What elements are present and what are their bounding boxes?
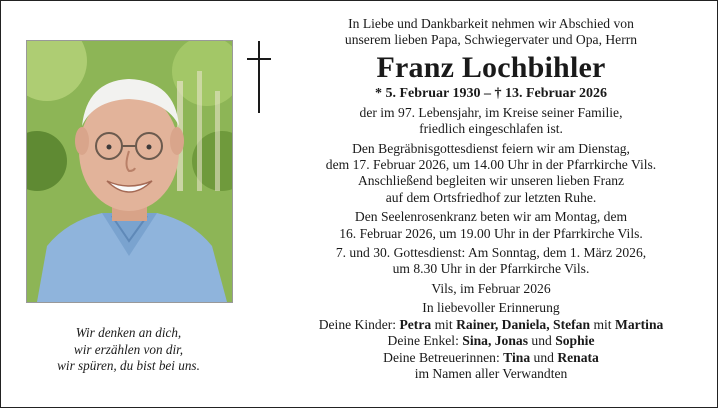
poem-line: wir spüren, du bist bei uns.	[57, 358, 200, 373]
intro-line: unserem lieben Papa, Schwiegervater und Opa, Herrn	[344, 32, 638, 48]
caregiver-name: Tina	[503, 349, 531, 365]
grandchild-name: Sophie	[555, 333, 595, 349]
caregiver-name: Renata	[557, 349, 599, 365]
connector: mit	[590, 316, 615, 332]
funeral-line: auf dem Ortsfriedhof zur letzten Ruhe.	[385, 189, 597, 205]
grandchildren-line	[291, 333, 691, 349]
connector: und	[530, 349, 558, 365]
caregivers-prefix: Deine Betreuerinnen:	[383, 349, 504, 365]
deceased-name: Franz Lochbihler	[376, 50, 606, 84]
poem-line: Wir denken an dich,	[75, 325, 182, 340]
cross-icon	[247, 41, 271, 113]
child-name: Petra	[399, 316, 432, 332]
funeral-line: dem 17. Februar 2026, um 14.00 Uhr in der Pfarrkirche Vils.	[325, 157, 657, 173]
place-date: Vils, im Februar 2026	[431, 280, 551, 296]
memory-line: In liebevoller Erinnerung	[422, 300, 560, 316]
mass-line: um 8.30 Uhr in der Pfarrkirche Vils.	[392, 261, 590, 277]
grandchildren-prefix: Deine Enkel:	[387, 333, 463, 349]
grandchild-name: Sina, Jonas	[462, 333, 528, 349]
funeral-line: Den Begräbnisgottesdienst feiern wir am Dienstag,	[352, 140, 630, 156]
portrait-illustration	[27, 41, 232, 302]
funeral-line: Anschließend begleiten wir unseren lieben Franz	[357, 173, 625, 189]
memorial-poem	[26, 325, 231, 375]
child-name: Martina	[614, 316, 664, 332]
connector: und	[528, 333, 556, 349]
caregivers-line	[291, 350, 691, 366]
portrait-photo	[26, 40, 233, 303]
obituary-text	[291, 16, 691, 382]
life-dates: * 5. Februar 1930 – † 13. Februar 2026	[374, 85, 608, 101]
poem-line: wir erzählen von dir,	[73, 341, 184, 357]
passing-line: der im 97. Lebensjahr, im Kreise seiner Familie,	[359, 104, 623, 120]
children-prefix: Deine Kinder:	[318, 316, 400, 332]
intro-line: In Liebe und Dankbarkeit nehmen wir Abschied von	[348, 16, 634, 31]
rosary-line: 16. Februar 2026, um 19.00 Uhr in der Pfarrkirche Vils.	[339, 225, 643, 241]
relatives-line: im Namen aller Verwandten	[414, 365, 568, 381]
children-line	[291, 317, 691, 333]
mass-line: 7. und 30. Gottesdienst: Am Sonntag, dem 1. März 2026,	[335, 245, 647, 261]
passing-line: friedlich eingeschlafen ist.	[419, 121, 563, 137]
connector: mit	[431, 316, 457, 332]
child-name: Rainer, Daniela, Stefan	[456, 316, 591, 332]
rosary-line: Den Seelenrosenkranz beten wir am Montag, dem	[354, 209, 628, 225]
